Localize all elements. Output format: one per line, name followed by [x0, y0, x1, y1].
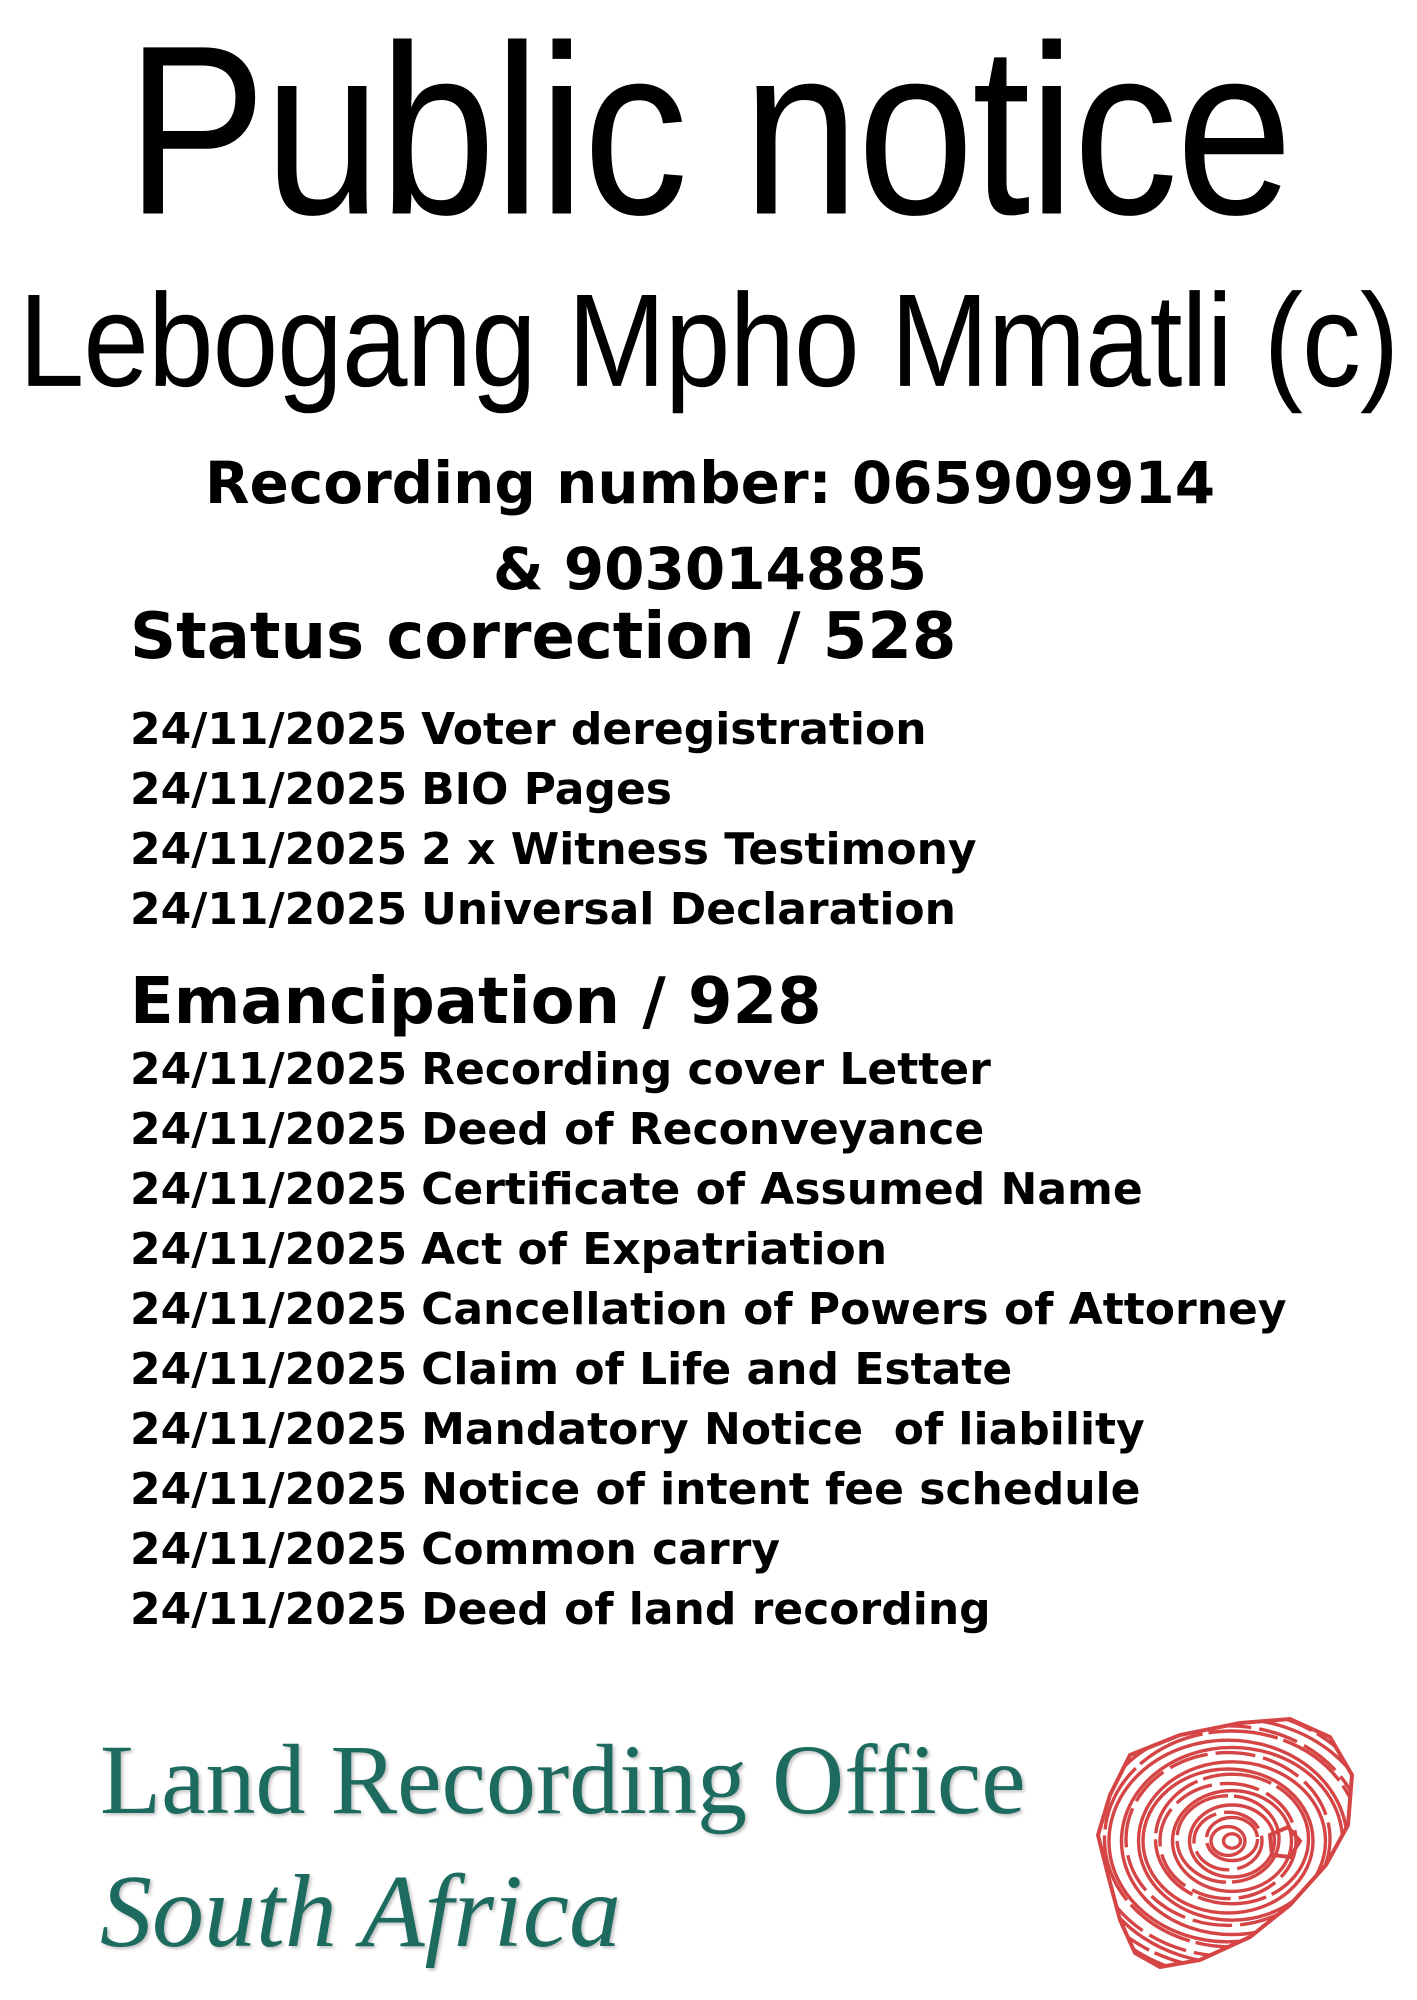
- status-correction-list: [130, 700, 977, 940]
- item-text: Mandatory Notice of liability: [421, 1404, 1145, 1455]
- office-country: South Africa: [100, 1854, 621, 1969]
- list-item: [130, 820, 977, 880]
- item-date: 24/11/2025: [130, 1464, 408, 1515]
- item-text: Notice of intent fee schedule: [421, 1464, 1141, 1515]
- list-item: [130, 760, 977, 820]
- item-date: 24/11/2025: [130, 1104, 408, 1155]
- list-item: [130, 1040, 1287, 1100]
- item-text: BIO Pages: [421, 764, 672, 815]
- status-correction-heading: Status correction / 528: [130, 600, 957, 674]
- emancipation-heading: Emancipation / 928: [130, 965, 822, 1039]
- item-date: 24/11/2025: [130, 1404, 408, 1455]
- list-item: [130, 1220, 1287, 1280]
- item-date: 24/11/2025: [130, 1224, 408, 1275]
- item-text: Voter deregistration: [421, 704, 927, 755]
- item-text: Certificate of Assumed Name: [421, 1164, 1143, 1215]
- list-item: [130, 1580, 1287, 1640]
- item-text: Recording cover Letter: [421, 1044, 991, 1095]
- item-date: 24/11/2025: [130, 1164, 408, 1215]
- list-item: [130, 880, 977, 940]
- recording-number: Recording number: 065909914 & 903014885: [204, 449, 1216, 603]
- item-text: Deed of land recording: [421, 1584, 991, 1635]
- item-date: 24/11/2025: [130, 1584, 408, 1635]
- item-date: 24/11/2025: [130, 1524, 408, 1575]
- notice-title: Public notice: [126, 0, 1291, 266]
- list-item: [130, 1340, 1287, 1400]
- list-item: [130, 1160, 1287, 1220]
- item-date: 24/11/2025: [130, 884, 408, 935]
- fingerprint-ridge: [1224, 1834, 1241, 1848]
- list-item: [130, 1460, 1287, 1520]
- item-date: 24/11/2025: [130, 1344, 408, 1395]
- fingerprint-ridge: [1156, 1774, 1309, 1904]
- person-name: Lebogang Mpho Mmatli (c): [18, 267, 1399, 415]
- list-item: [130, 700, 977, 760]
- item-date: 24/11/2025: [130, 1284, 408, 1335]
- item-text: Cancellation of Powers of Attorney: [421, 1284, 1287, 1335]
- item-date: 24/11/2025: [130, 704, 408, 755]
- south-africa-fingerprint-map-icon: [1090, 1715, 1370, 1975]
- item-date: 24/11/2025: [130, 1044, 408, 1095]
- item-date: 24/11/2025: [130, 824, 408, 875]
- office-name: Land Recording Office: [100, 1724, 1026, 1835]
- item-text: Common carry: [421, 1524, 781, 1575]
- item-date: 24/11/2025: [130, 764, 408, 815]
- item-text: 2 x Witness Testimony: [421, 824, 977, 875]
- item-text: Claim of Life and Estate: [421, 1344, 1013, 1395]
- item-text: Act of Expatriation: [421, 1224, 888, 1275]
- list-item: [130, 1280, 1287, 1340]
- emancipation-list: [130, 1040, 1287, 1640]
- item-text: Universal Declaration: [421, 884, 956, 935]
- item-text: Deed of Reconveyance: [421, 1104, 985, 1155]
- list-item: [130, 1100, 1287, 1160]
- list-item: [130, 1520, 1287, 1580]
- list-item: [130, 1400, 1287, 1460]
